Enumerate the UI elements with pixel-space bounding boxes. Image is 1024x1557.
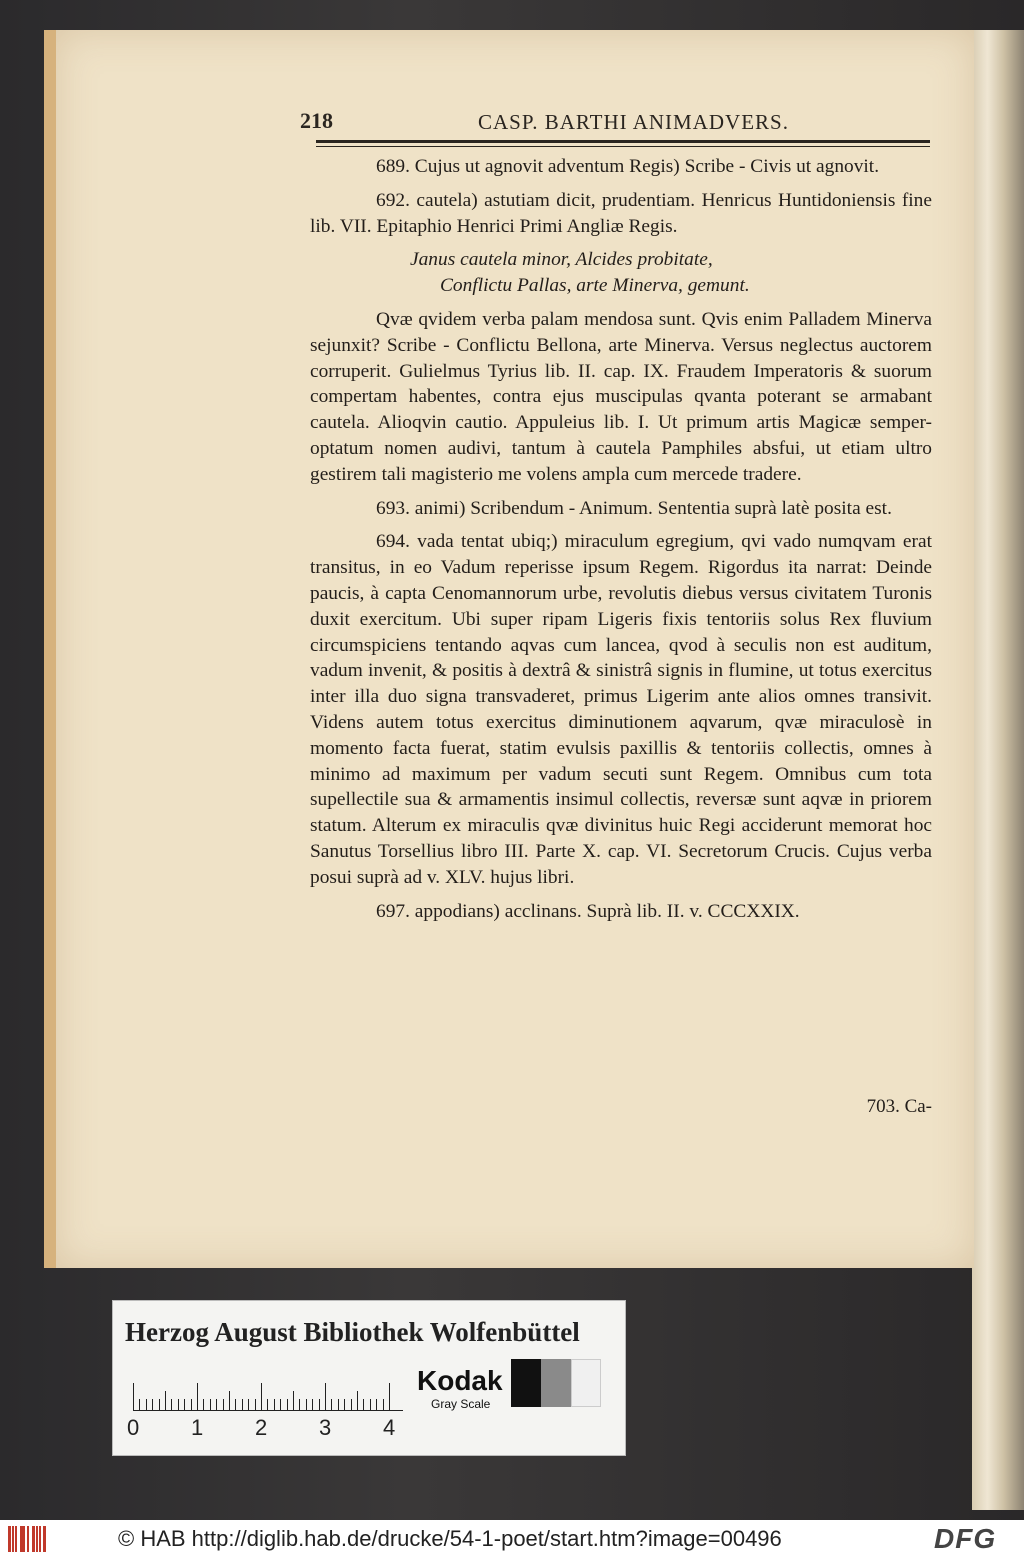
swatch-white bbox=[571, 1359, 601, 1407]
ruler-digits bbox=[127, 1415, 407, 1445]
catchword: 703. Ca- bbox=[866, 1096, 932, 1117]
barcode-bar bbox=[43, 1526, 46, 1552]
ruler-tick bbox=[344, 1399, 345, 1411]
ruler-tick bbox=[223, 1399, 224, 1411]
ruler-tick bbox=[191, 1399, 192, 1411]
barcode-bar bbox=[39, 1526, 41, 1552]
hab-barcode-icon bbox=[8, 1526, 48, 1552]
note-694: 694. vada tentat ubiq;) miraculum egregium, qvi vado numqvam erat transitus, in eo Vadum reperisse ipsum Regem. Rigordus ita narrat: Deinde paucis, à capta Cenomannorum urbe, revolutis diebus versus civitatem Turonis duxit exercitum. Ubi super ripam Ligeris fixis tentoriis solus Rex fluvium circumspiciens tentando aqvas cum lancea, qvod à seculis non est auditum, vadum invenit, & positis à dextrâ & sinistrâ signis in flumine, ut totus exercitus inter illa duo signa transvaderet, primus Ligerim ante alios omnes transivit. Videns autem totus exercitus diminutionem aqvarum, qvæ miraculosè in momento facta fuerat, statim evulsis paxillis & tentoriis collectis, omnes à minimo ad maximum per vadum secuti sunt Regem. Omnibus cum tota supellectile sua & armamentis insimul collectis, reversæ sunt aqvæ in priorem statum. Alterum ex miraculis qvæ divinitus huic Regi acciderunt memorat hoc Sanutus Torsellius libro III. Parte X. cap. VI. Secretorum Crucis. Cujus verba posui suprà ad v. XLV. hujus libri. bbox=[310, 531, 932, 888]
ruler-tick bbox=[203, 1399, 204, 1411]
ruler-tick bbox=[357, 1391, 358, 1411]
ruler-tick bbox=[261, 1383, 262, 1411]
ruler-tick bbox=[242, 1399, 243, 1411]
ruler-tick bbox=[146, 1399, 147, 1411]
ruler-tick bbox=[267, 1399, 268, 1411]
page-number: 218 bbox=[300, 108, 333, 133]
ruler-tick bbox=[159, 1399, 160, 1411]
ruler-tick bbox=[133, 1383, 134, 1411]
running-title: CASP. BARTHI ANIMADVERS. bbox=[478, 110, 789, 134]
barcode-bar bbox=[27, 1526, 29, 1552]
barcode-bar bbox=[8, 1526, 11, 1552]
ruler-tick bbox=[178, 1399, 179, 1411]
ruler-digit: 4 bbox=[383, 1415, 396, 1440]
ruler-tick bbox=[325, 1383, 326, 1411]
note-693: 693. animi) Scribendum - Animum. Sententia suprà latè posita est. bbox=[376, 497, 892, 519]
ruler-tick bbox=[216, 1399, 217, 1411]
footer-bar bbox=[0, 1520, 1024, 1557]
barcode-bar bbox=[23, 1526, 25, 1552]
ruler-tick bbox=[389, 1383, 390, 1411]
ruler-tick bbox=[299, 1399, 300, 1411]
ruler-tick bbox=[229, 1391, 230, 1411]
ruler-tick bbox=[139, 1399, 140, 1411]
verse-line-1: Janus cautela minor, Alcides probitate, bbox=[410, 249, 713, 271]
barcode-bar bbox=[12, 1526, 14, 1552]
ruler-tick bbox=[376, 1399, 377, 1411]
ruler-tick bbox=[331, 1399, 332, 1411]
ruler-tick bbox=[280, 1399, 281, 1411]
swatch-black bbox=[511, 1359, 541, 1407]
ruler-tick bbox=[293, 1391, 294, 1411]
ruler-tick bbox=[319, 1399, 320, 1411]
ruler-tick bbox=[306, 1399, 307, 1411]
ruler-tick bbox=[383, 1399, 384, 1411]
header-rule-thin bbox=[316, 146, 930, 147]
note-692-continued: Qvæ qvidem verba palam mendosa sunt. Qvis enim Palladem Minerva sejunxit? Scribe - Conflictu Bellona, arte Minerva. Versus neglectus auctorem corruperit. Gulielmus Tyrius lib. II. cap. IX. Fraudem Imperatoris & suorum compertam habentes, contra ejus muscipulas qvanta poterant se armabant cautela. Alioqvin cautio. Appuleius lib. I. Ut primum artis Magicæ semper-optatum nomen audivi, tantum à cautela Pamphiles absfui, ut etiam ultro gestirem tali magisterio me volens ampla cum mercede tradere. bbox=[310, 308, 932, 485]
ruler-tick bbox=[152, 1399, 153, 1411]
ruler-tick bbox=[171, 1399, 172, 1411]
ruler-tick bbox=[210, 1399, 211, 1411]
running-header bbox=[300, 108, 940, 142]
color-calibration-card bbox=[112, 1300, 626, 1456]
ruler-tick bbox=[165, 1391, 166, 1411]
next-page-edge bbox=[972, 30, 1024, 1510]
ruler-digit: 3 bbox=[319, 1415, 332, 1440]
note-692: 692. cautela) astutiam dicit, prudentiam. Henricus Huntidoniensis fine lib. VII. Epitaphio Henrici Primi Angliæ Regis. bbox=[310, 189, 932, 237]
gray-scale-label: Gray Scale bbox=[431, 1397, 491, 1411]
ruler-digit: 0 bbox=[127, 1415, 140, 1440]
ruler-digit: 2 bbox=[255, 1415, 268, 1440]
swatch-gray bbox=[541, 1359, 571, 1407]
ruler-tick bbox=[274, 1399, 275, 1411]
header-rule bbox=[316, 140, 930, 143]
ruler-tick bbox=[351, 1399, 352, 1411]
barcode-bar bbox=[36, 1526, 38, 1552]
verse-line-2: Conflictu Pallas, arte Minerva, gemunt. bbox=[440, 275, 750, 297]
ruler-tick bbox=[363, 1399, 364, 1411]
note-697: 697. appodians) acclinans. Suprà lib. II. v. CCCXXIX. bbox=[376, 900, 800, 922]
barcode-bar bbox=[32, 1526, 35, 1552]
page-text bbox=[310, 154, 932, 932]
dfg-logo[interactable]: DFG bbox=[934, 1523, 997, 1554]
ruler-tick bbox=[370, 1399, 371, 1411]
ruler-tick bbox=[255, 1399, 256, 1411]
copyright-link[interactable]: © HAB http://diglib.hab.de/drucke/54-1-poet/start.htm?image=00496 bbox=[118, 1526, 782, 1551]
kodak-brand: Kodak bbox=[417, 1365, 503, 1396]
ruler-tick bbox=[312, 1399, 313, 1411]
ruler-tick bbox=[287, 1399, 288, 1411]
note-689: 689. Cujus ut agnovit adventum Regis) Scribe - Civis ut agnovit. bbox=[376, 156, 880, 177]
ruler-tick bbox=[184, 1399, 185, 1411]
ruler-tick bbox=[235, 1399, 236, 1411]
ruler-tick bbox=[338, 1399, 339, 1411]
ruler-tick bbox=[248, 1399, 249, 1411]
ruler-digit: 1 bbox=[191, 1415, 204, 1440]
library-name: Herzog August Bibliothek Wolfenbüttel bbox=[125, 1317, 580, 1347]
barcode-bar bbox=[15, 1526, 17, 1552]
scale-ruler bbox=[133, 1381, 403, 1411]
ruler-tick bbox=[197, 1383, 198, 1411]
